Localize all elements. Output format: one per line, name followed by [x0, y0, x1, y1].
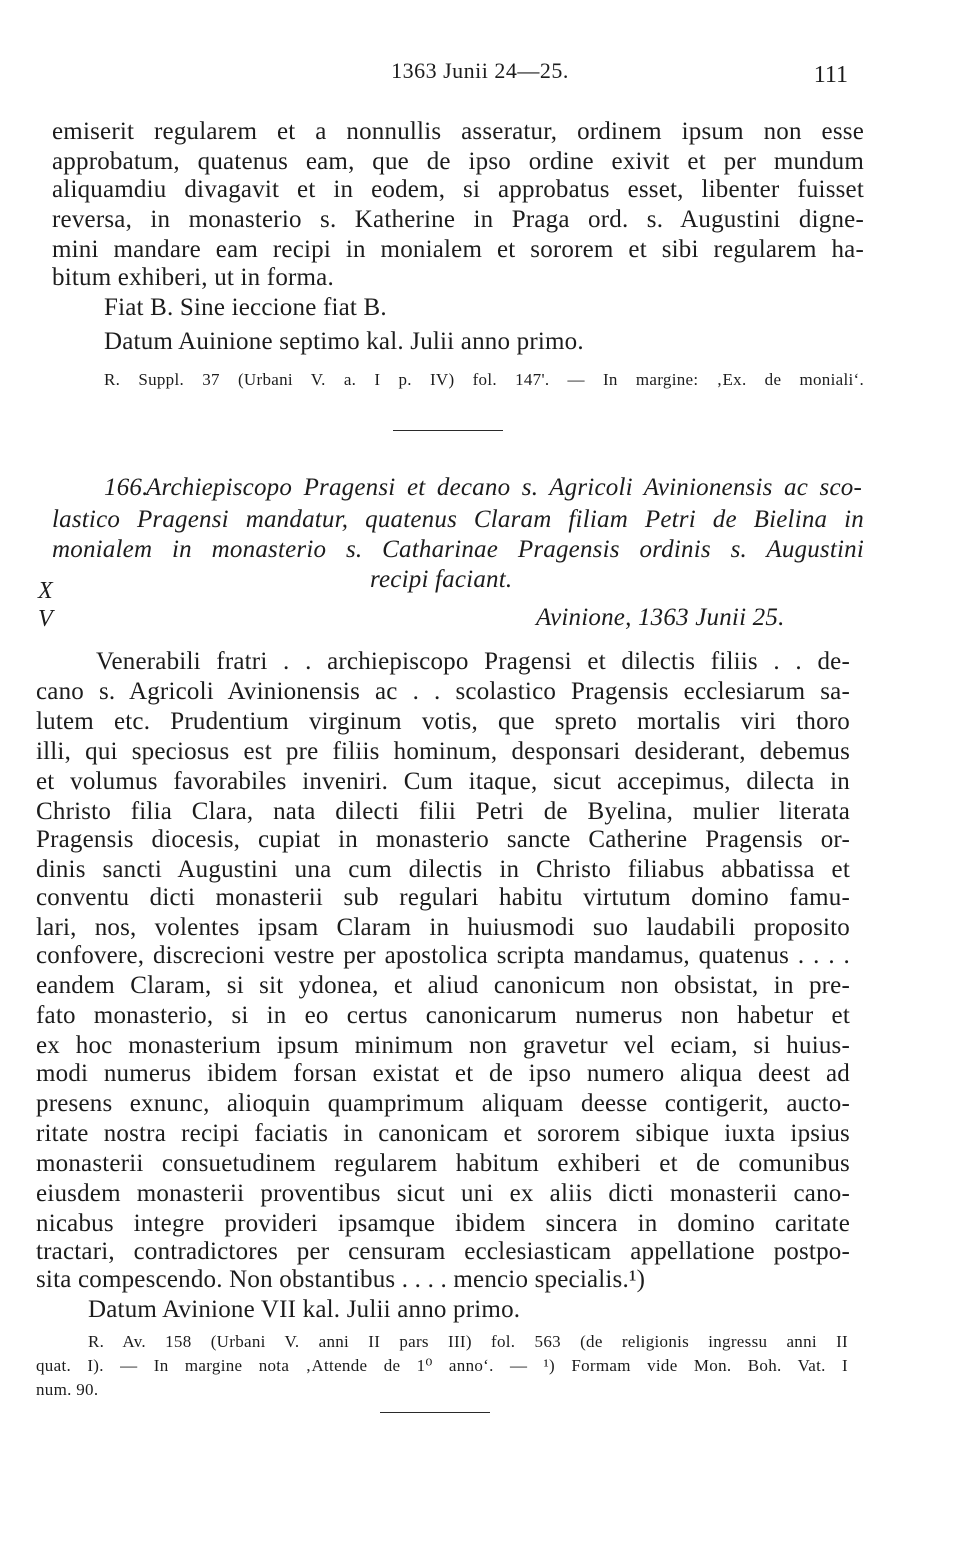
regest-line: Archiepiscopo Pragensi et decano s. Agricoli Avinionensis ac sco-	[146, 474, 862, 501]
text-line: ex hoc monasterium ipsum minimum non gravetur vel eciam, si huius-	[36, 1032, 850, 1059]
margin-marker-x: X	[38, 578, 53, 604]
place-date: Avinione, 1363 Junii 25.	[536, 604, 785, 631]
text-line: fato monasterio, si in eo certus canonicarum numerus non habetur et	[36, 1002, 850, 1029]
text-line: modi numerus ibidem forsan existat et de ipso numero aliqua deest ad	[36, 1060, 850, 1087]
datum-line: Datum Auinione septimo kal. Julii anno primo.	[104, 328, 584, 355]
text-line: dinis sancti Augustini una cum dilectis in Christo filiabus abbatissa et	[36, 856, 850, 883]
margin-marker-v: V	[38, 606, 53, 632]
footnote-line: quat. I). — In margine nota ‚Attende de 1⁰ anno‘. — ¹) Formam vide Mon. Boh. Vat. I	[36, 1356, 848, 1375]
page-number: 111	[813, 62, 848, 88]
text-line: eiusdem monasterii proventibus sicut uni ex aliis dicti monasterii cano-	[36, 1180, 850, 1207]
text-line: confovere, discrecioni vestre per apostolica scripta mandamus, quatenus . . . .	[36, 942, 850, 969]
page-header	[0, 58, 960, 88]
text-line: Venerabili fratri . . archiepiscopo Pragensi et dilectis filiis . . de-	[96, 648, 850, 675]
regest-line: lastico Pragensi mandatur, quatenus Claram filiam Petri de Bielina in	[52, 506, 864, 533]
footnote-line: R. Av. 158 (Urbani V. anni II pars III) fol. 563 (de religionis ingressu anni II	[88, 1332, 848, 1351]
text-line: Pragensis diocesis, cupiat in monasterio sancte Catherine Pragensis or-	[36, 826, 850, 853]
text-line: ritate nostra recipi faciatis in canonicam et sororem sibique iuxta ipsius	[36, 1120, 850, 1147]
text-line: tractari, contradictores per censuram ecclesiasticam appellatione postpo-	[36, 1238, 850, 1265]
text-line: aliquamdiu divagavit et in eodem, si approbatus esset, libenter fuisset	[52, 176, 864, 203]
text-line: conventu dicti monasterii sub regulari habitu virtutum domino famu-	[36, 884, 850, 911]
source-note: R. Suppl. 37 (Urbani V. a. I p. IV) fol. 147'. — In margine: ‚Ex. de moniali‘.	[104, 370, 864, 389]
text-line: sita compescendo. Non obstantibus . . . . mencio specialis.¹)	[36, 1266, 646, 1293]
document-number: 166.	[104, 474, 149, 501]
footnote-line: num. 90.	[36, 1380, 99, 1399]
text-line: bitum exhiberi, ut in forma.	[52, 264, 334, 291]
text-line: nicabus integre provideri ipsamque ibidem sincera in domino caritate	[36, 1210, 850, 1237]
text-line: presens exnunc, alioquin quamprimum aliquam deesse contigerit, aucto-	[36, 1090, 850, 1117]
text-line: illi, qui speciosus est pre filiis hominum, desponsari desiderant, debemus	[36, 738, 850, 765]
running-title: 1363 Junii 24—25.	[391, 58, 569, 83]
end-divider	[380, 1412, 490, 1413]
text-line: eandem Claram, si sit ydonea, et aliud canonicum non obsistat, in pre-	[36, 972, 850, 999]
section-divider	[393, 430, 503, 431]
text-line: reversa, in monasterio s. Katherine in Praga ord. s. Augustini digne-	[52, 206, 864, 233]
text-line: lutem etc. Prudentium virginum votis, que spreto mortalis viri thoro	[36, 708, 850, 735]
text-line: monasterii consuetudinem regularem habitum exhiberi et de comunibus	[36, 1150, 850, 1177]
text-line: approbatum, quatenus eam, que de ipso ordine exivit et per mundum	[52, 148, 864, 175]
datum-line: Datum Avinione VII kal. Julii anno primo.	[88, 1296, 521, 1323]
text-line: mini mandare eam recipi in monialem et sororem et sibi regularem ha-	[52, 236, 864, 263]
fiat-line: Fiat B. Sine ieccione fiat B.	[104, 294, 387, 321]
text-line: emiserit regularem et a nonnullis asseratur, ordinem ipsum non esse	[52, 118, 864, 145]
regest-line: recipi faciant.	[370, 566, 513, 593]
text-line: cano s. Agricoli Avinionensis ac . . scolastico Pragensis ecclesiarum sa-	[36, 678, 850, 705]
regest-line: monialem in monasterio s. Catharinae Pragensis ordinis s. Augustini	[52, 536, 864, 563]
text-line: Christo filia Clara, nata dilecti filii Petri de Byelina, mulier literata	[36, 798, 850, 825]
text-line: et volumus favorabiles inveniri. Cum itaque, sicut accepimus, dilecta in	[36, 768, 850, 795]
text-line: lari, nos, volentes ipsam Claram in huiusmodi suo laudabili proposito	[36, 914, 850, 941]
